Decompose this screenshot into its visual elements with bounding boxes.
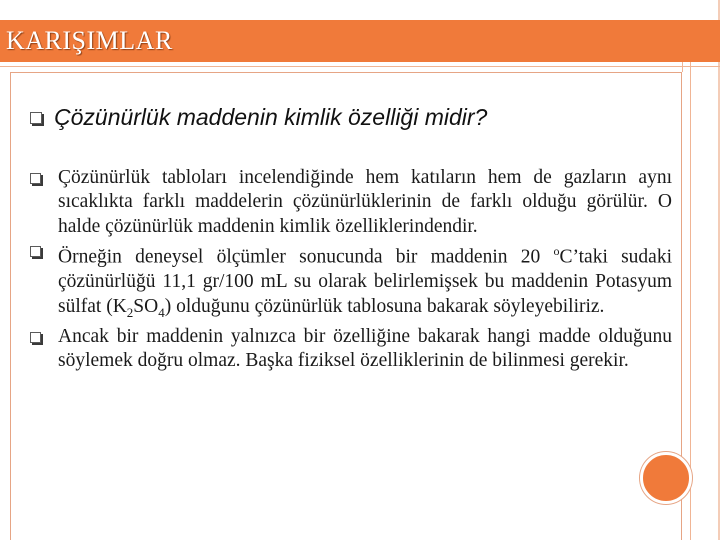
text-part: SO [133,295,159,317]
text-part: Örneğin deneysel ölçümler sonucunda bir maddenin 20 [58,246,554,268]
list-item [28,239,672,325]
list-item [28,325,672,374]
decorative-circle-icon [640,452,692,504]
header-divider [0,66,720,67]
checkbox-bullet-icon [30,112,42,124]
checkbox-bullet-icon [30,246,41,257]
list-item-text: Çözünürlük tabloları incelendiğinde hem katıların hem de gazların aynı sıcaklıkta farklı maddelerin çözünürlüklerinin de farklı olduğu görülür. O halde çözünürlük maddenin kimlik özelliklerindendir. [58,167,672,237]
heading-row [30,104,487,131]
list-item [28,166,672,239]
text-part: ) olduğunu çözünürlük tablosuna bakarak söyleyebiliriz. [164,295,605,317]
text-part: C’taki sudaki çözünürlüğü 11,1 gr/100 mL su olarak belirlemişsek bu maddenin Potasyum sülfat (K [58,246,672,317]
slide-heading: Çözünürlük maddenin kimlik özelliği midir? [54,104,488,130]
frame-line-right-inner [682,62,683,72]
list-item-text: Ancak bir maddenin yalnızca bir özelliğine bakarak hangi madde olduğunu söylemek doğru olmaz. Başka fiziksel özelliklerinin de bilinmesi gerekir. [58,325,672,372]
checkbox-bullet-icon [30,332,41,343]
degree-sign: o [553,244,560,259]
checkbox-bullet-icon [30,173,41,184]
subscript: 2 [126,304,134,320]
list-item-text [58,239,672,325]
bullet-list [28,166,672,374]
subscript: 4 [158,304,165,320]
slide-title: KARIŞIMLAR [6,26,173,55]
